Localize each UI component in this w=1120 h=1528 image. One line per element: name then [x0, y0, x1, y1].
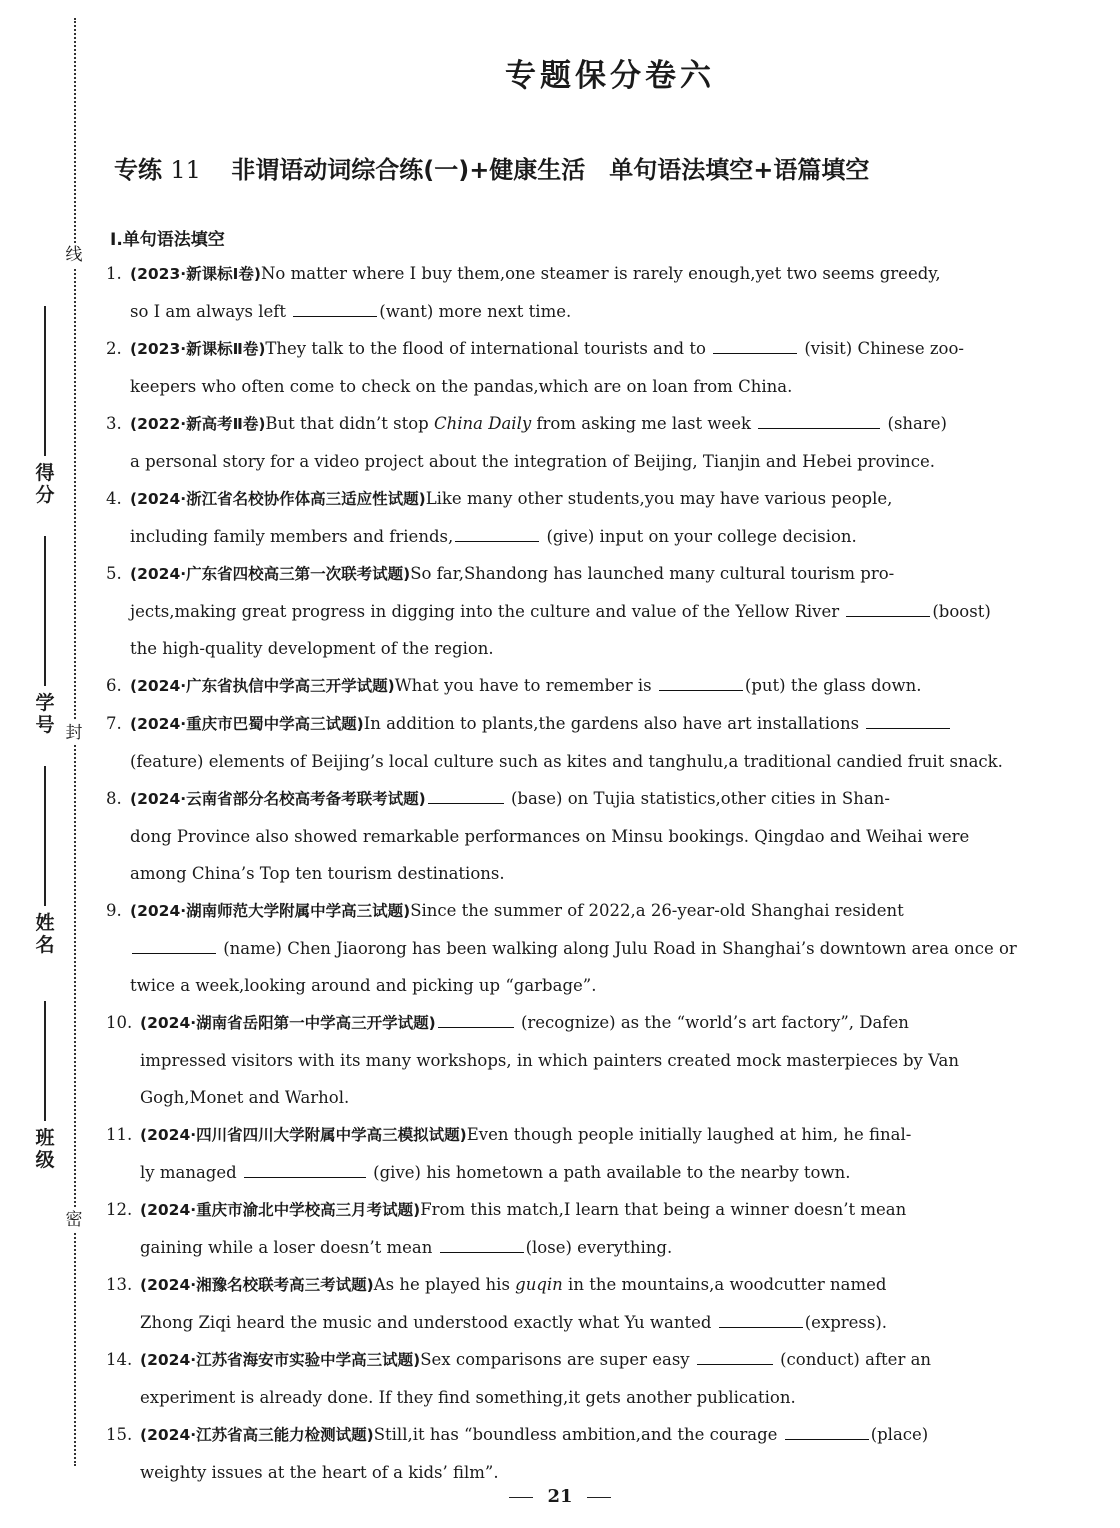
answer-blank[interactable] [758, 427, 880, 429]
question-item [106, 1416, 1100, 1491]
question-text: gaining while a loser doesn’t mean [140, 1238, 438, 1257]
question-text: from asking me last week [531, 414, 757, 433]
answer-blank[interactable] [846, 615, 930, 617]
question-text: (conduct) after an [774, 1350, 932, 1369]
question-text: experiment is already done. If they find something,it gets another publication. [140, 1388, 796, 1407]
question-text: Zhong Ziqi heard the music and understood exactly what Yu wanted [140, 1313, 717, 1332]
subtitle-prefix: 专练 [114, 156, 162, 184]
page-number-dash [509, 1497, 533, 1498]
question-text: Since the summer of 2022,a 26-year-old Shanghai resident [410, 901, 904, 920]
class-blank[interactable] [44, 1001, 46, 1121]
answer-blank[interactable] [713, 352, 797, 354]
answer-blank[interactable] [428, 802, 504, 804]
question-source: (2024·广东省四校高三第一次联考试题) [130, 565, 411, 583]
question-text-italic: China Daily [434, 414, 532, 433]
question-text: (want) more next time. [379, 302, 572, 321]
question-number: 3. [106, 414, 122, 433]
question-item [106, 480, 1100, 555]
question-text: (express). [804, 1313, 888, 1332]
page-number-dash [587, 1497, 611, 1498]
question-item [106, 780, 1100, 892]
answer-blank[interactable] [455, 540, 539, 542]
question-text: What you have to remember is [394, 676, 657, 695]
answer-blank[interactable] [440, 1251, 524, 1253]
seal-char-xian: 线 [62, 243, 86, 267]
question-item [106, 1341, 1100, 1416]
binding-margin [0, 0, 100, 1528]
question-text: (boost) [932, 602, 991, 621]
question-item [106, 892, 1100, 1004]
question-text: So far,Shandong has launched many cultural tourism pro- [410, 564, 895, 583]
question-list [106, 255, 1100, 1491]
answer-blank[interactable] [438, 1026, 514, 1028]
student-id-blank[interactable] [44, 536, 46, 686]
seal-char-mi: 密 [62, 1208, 86, 1232]
question-source: (2024·浙江省名校协作体高三适应性试题) [130, 490, 426, 508]
question-text: including family members and friends, [130, 527, 454, 546]
question-text: Gogh,Monet and Warhol. [140, 1088, 350, 1107]
score-label: 得分 [35, 462, 55, 506]
answer-blank[interactable] [866, 727, 950, 729]
question-text: (name) Chen Jiaorong has been walking along Julu Road in Shanghai’s downtown area once or [218, 939, 1017, 958]
question-item [106, 555, 1100, 667]
question-number: 9. [106, 901, 122, 920]
question-text: a personal story for a video project about the integration of Beijing, Tianjin and Hebei province. [130, 452, 935, 471]
page-number: 21 [547, 1486, 573, 1507]
question-text: dong Province also showed remarkable performances on Minsu bookings. Qingdao and Weihai were [130, 827, 970, 846]
question-text: (place) [870, 1425, 929, 1444]
subtitle-text: 非谓语动词综合练(一)+健康生活 单句语法填空+语篇填空 [231, 156, 870, 184]
question-source: (2024·云南省部分名校高考备考联考试题) [130, 790, 426, 808]
question-text: As he played his [373, 1275, 516, 1294]
question-text: No matter where I buy them,one steamer is rarely enough,yet two seems greedy, [260, 264, 941, 283]
question-source: (2024·湖南师范大学附属中学高三试题) [130, 902, 411, 920]
question-text: (recognize) as the “world’s art factory”, Dafen [515, 1013, 909, 1032]
question-source: (2024·江苏省高三能力检测试题) [140, 1426, 374, 1444]
question-number: 8. [106, 789, 122, 808]
question-number: 4. [106, 489, 122, 508]
question-number: 2. [106, 339, 122, 358]
question-number: 7. [106, 714, 122, 733]
question-text: (share) [882, 414, 947, 433]
question-text: among China’s Top ten tourism destinations. [130, 864, 505, 883]
question-text: jects,making great progress in digging into the culture and value of the Yellow River [130, 602, 845, 621]
question-text: But that didn’t stop [265, 414, 434, 433]
question-source: (2023·新课标Ⅰ卷) [130, 265, 261, 283]
score-blank[interactable] [44, 306, 46, 456]
question-text: From this match,I learn that being a winner doesn’t mean [420, 1200, 907, 1219]
question-number: 10. [106, 1013, 133, 1032]
question-number: 5. [106, 564, 122, 583]
question-source: (2024·湖南省岳阳第一中学高三开学试题) [140, 1014, 436, 1032]
question-source: (2024·重庆市巴蜀中学高三试题) [130, 715, 364, 733]
answer-blank[interactable] [697, 1363, 773, 1365]
question-source: (2022·新高考Ⅱ卷) [130, 415, 266, 433]
question-text: impressed visitors with its many workshops, in which painters created mock masterpieces by Van [140, 1051, 959, 1070]
question-item [106, 405, 1100, 480]
score-field [30, 300, 60, 506]
question-text: weighty issues at the heart of a kids’ film”. [140, 1463, 499, 1482]
question-text-italic: guqin [515, 1275, 563, 1294]
name-blank[interactable] [44, 766, 46, 906]
question-text: ly managed [140, 1163, 242, 1182]
question-text: (give) input on your college decision. [541, 527, 857, 546]
question-text: (base) on Tujia statistics,other cities in Shan- [505, 789, 890, 808]
question-text: Sex comparisons are super easy [420, 1350, 695, 1369]
question-text: (lose) everything. [525, 1238, 673, 1257]
question-text: They talk to the flood of international tourists and to [265, 339, 712, 358]
name-label: 姓名 [35, 912, 55, 956]
question-number: 12. [106, 1200, 133, 1219]
question-item [106, 255, 1100, 330]
student-id-field [30, 530, 60, 736]
question-number: 15. [106, 1425, 133, 1444]
subtitle-number: 11 [170, 156, 201, 184]
question-text: the high-quality development of the region. [130, 639, 494, 658]
question-text: keepers who often come to check on the pandas,which are on loan from China. [130, 377, 793, 396]
question-item [106, 1004, 1100, 1116]
question-text: in the mountains,a woodcutter named [562, 1275, 887, 1294]
name-field [30, 760, 60, 956]
question-text: (give) his hometown a path available to the nearby town. [367, 1163, 851, 1182]
question-source: (2024·广东省执信中学高三开学试题) [130, 677, 395, 695]
question-number: 11. [106, 1125, 133, 1144]
question-item [106, 705, 1100, 780]
answer-blank[interactable] [785, 1438, 869, 1440]
question-source: (2024·重庆市渝北中学校高三月考试题) [140, 1201, 421, 1219]
question-text: In addition to plants,the gardens also have art installations [363, 714, 865, 733]
seal-char-feng: 封 [62, 721, 86, 745]
question-item [106, 1266, 1100, 1341]
question-source: (2024·湘豫名校联考高三考试题) [140, 1276, 374, 1294]
question-text: Even though people initially laughed at him, he final- [466, 1125, 912, 1144]
answer-blank[interactable] [659, 689, 743, 691]
class-label: 班级 [35, 1127, 55, 1171]
question-source: (2023·新课标Ⅱ卷) [130, 340, 266, 358]
answer-blank[interactable] [293, 315, 377, 317]
question-text: so I am always left [130, 302, 292, 321]
answer-blank[interactable] [132, 952, 216, 954]
question-item [106, 330, 1100, 405]
question-text: (visit) Chinese zoo- [799, 339, 964, 358]
question-source: (2024·四川省四川大学附属中学高三模拟试题) [140, 1126, 467, 1144]
question-number: 1. [106, 264, 122, 283]
question-item [106, 1116, 1100, 1191]
student-id-label: 学号 [35, 692, 55, 736]
question-text: twice a week,looking around and picking up “garbage”. [130, 976, 597, 995]
question-source: (2024·江苏省海安市实验中学高三试题) [140, 1351, 421, 1369]
question-text: (feature) elements of Beijing’s local culture such as kites and tanghulu,a traditional candied fruit snack. [130, 752, 1003, 771]
question-text: Still,it has “boundless ambition,and the courage [373, 1425, 783, 1444]
question-number: 14. [106, 1350, 133, 1369]
class-field [30, 995, 60, 1171]
question-item [106, 667, 1100, 705]
section-title: Ⅰ.单句语法填空 [110, 230, 225, 250]
question-text: Like many other students,you may have various people, [425, 489, 893, 508]
question-text: (put) the glass down. [744, 676, 922, 695]
question-item [106, 1191, 1100, 1266]
page-number-footer [0, 1486, 1120, 1507]
question-number: 6. [106, 676, 122, 695]
page-title: 专题保分卷六 [505, 58, 715, 94]
answer-blank[interactable] [244, 1176, 366, 1178]
answer-blank[interactable] [719, 1326, 803, 1328]
page-subtitle [114, 150, 1104, 185]
question-number: 13. [106, 1275, 133, 1294]
